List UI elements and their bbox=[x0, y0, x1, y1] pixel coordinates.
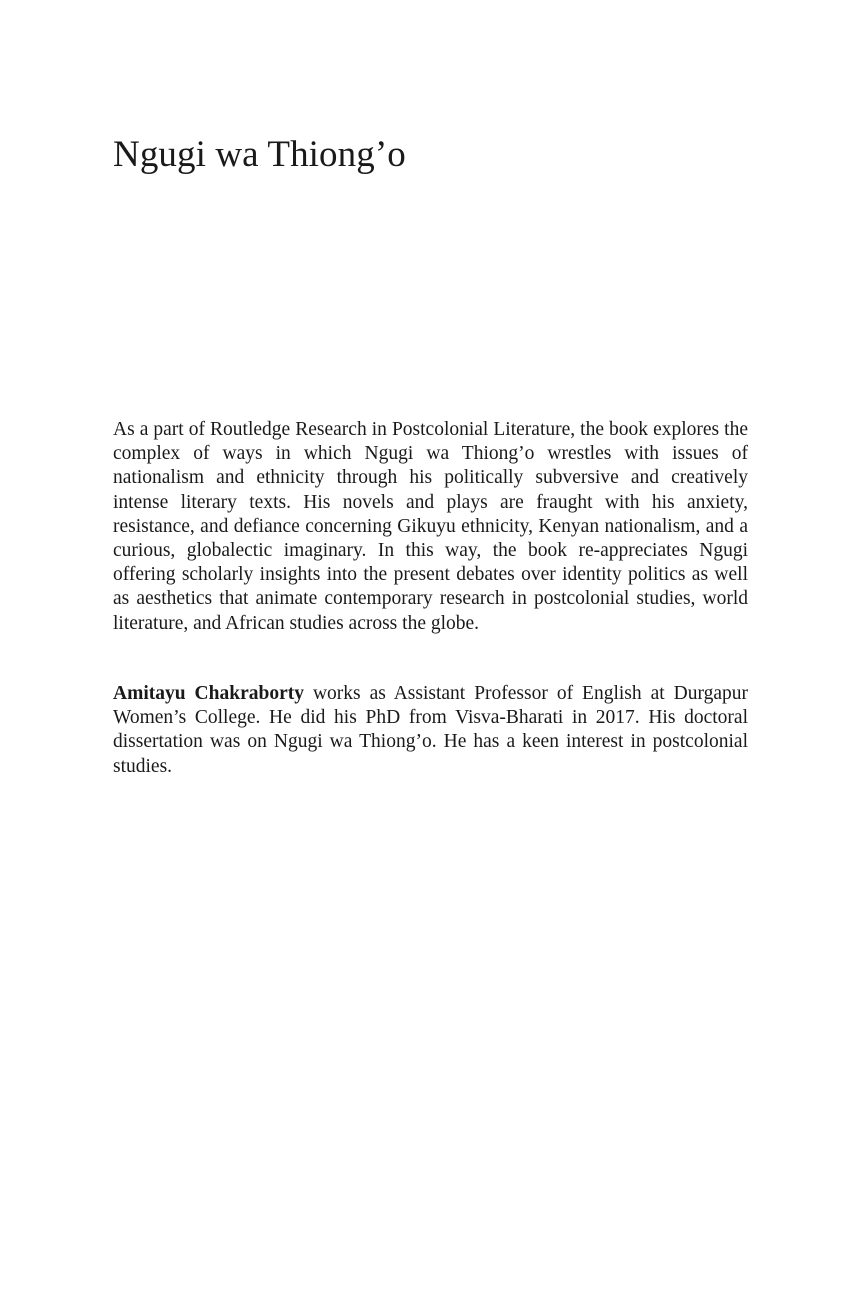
author-bio-paragraph bbox=[113, 682, 748, 779]
author-bio-text: works as Assistant Professor of English at Durgapur Women’s College. He did his PhD from Visva-Bharati in 2017. His doctoral dissertation was on Ngugi wa Thiong’o. He has a keen interest in postcolonial studies. bbox=[113, 683, 748, 777]
book-title: Ngugi wa Thiong’o bbox=[113, 134, 406, 175]
author-name: Amitayu Chakraborty bbox=[113, 683, 304, 704]
book-description: As a part of Routledge Research in Postcolonial Literature, the book explores the complex of ways in which Ngugi wa Thiong’o wrestles with issues of nationalism and ethnicity through his politically subversive and creatively intense literary texts. His novels and plays are fraught with his anxiety, resistance, and defiance concerning Gikuyu ethnicity, Kenyan nationalism, and a curious, globalectic imaginary. In this way, the book re-appreciates Ngugi offering scholarly insights into the present debates over identity politics as well as aesthetics that animate contemporary research in postcolonial studies, world literature, and African studies across the globe. bbox=[113, 419, 748, 634]
